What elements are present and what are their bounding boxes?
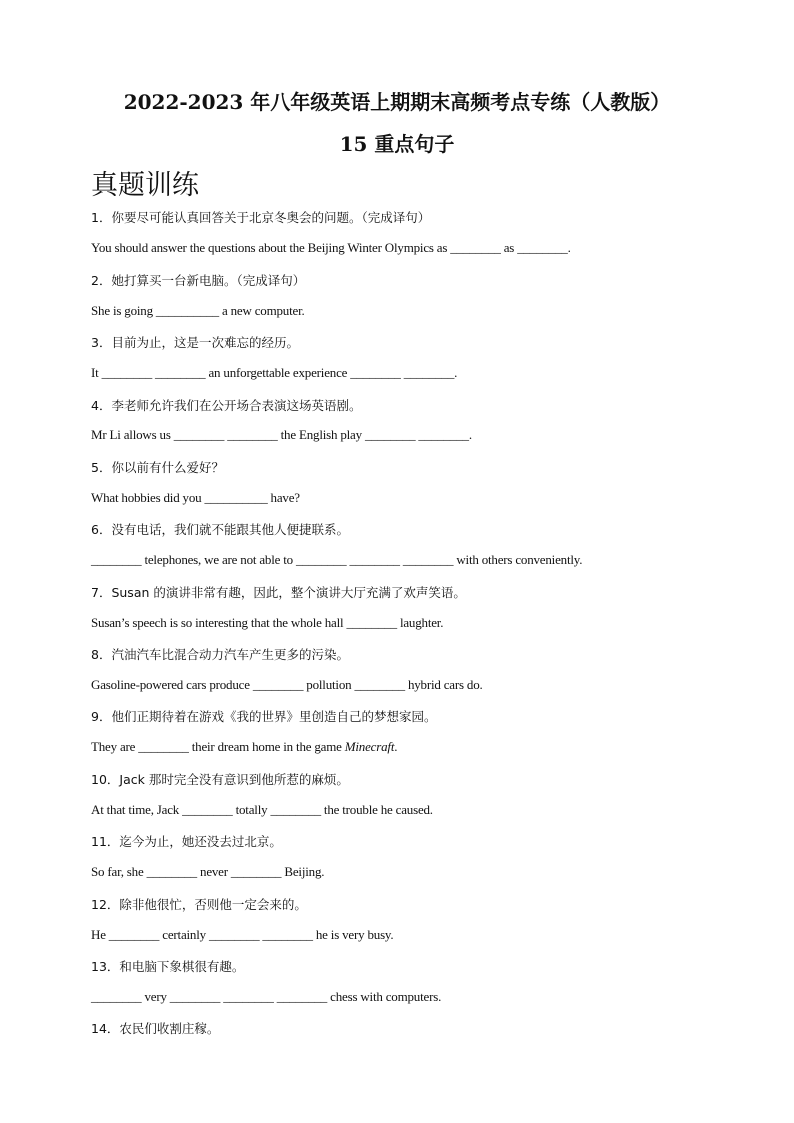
- section-heading: 真题训练: [91, 170, 199, 201]
- question-answer-9: [91, 739, 397, 755]
- game-title: Minecraft: [344, 739, 395, 754]
- question-prompt-13: 13．和电脑下象棋很有趣。: [91, 959, 245, 974]
- question-answer-1: You should answer the questions about the Beijing Winter Olympics as ________ as ________.: [91, 240, 571, 255]
- question-answer-4: Mr Li allows us ________ ________ the English play ________ ________.: [91, 427, 472, 442]
- question-answer-8: Gasoline-powered cars produce ________ pollution ________ hybrid cars do.: [91, 677, 483, 692]
- question-prompt-3: 3．目前为止，这是一次难忘的经历。: [91, 335, 299, 350]
- question-prompt-11: 11．迄今为止，她还没去过北京。: [91, 834, 282, 849]
- question-prompt-14: 14．农民们收割庄稼。: [91, 1021, 220, 1036]
- answer-9-end: .: [394, 739, 398, 754]
- question-prompt-8: 8．汽油汽车比混合动力汽车产生更多的污染。: [91, 647, 349, 662]
- question-answer-2: She is going __________ a new computer.: [91, 303, 305, 318]
- question-answer-7: Susan’s speech is so interesting that the whole hall ________ laughter.: [91, 615, 444, 630]
- question-prompt-6: 6．没有电话，我们就不能跟其他人便捷联系。: [91, 522, 349, 537]
- question-prompt-7: 7．Susan 的演讲非常有趣，因此，整个演讲大厅充满了欢声笑语。: [91, 585, 466, 600]
- question-prompt-2: 2．她打算买一台新电脑。（完成译句）: [91, 273, 306, 288]
- question-answer-13: ________ very ________ ________ ________ chess with computers.: [91, 989, 442, 1004]
- question-prompt-10: 10．Jack 那时完全没有意识到他所惹的麻烦。: [91, 772, 349, 787]
- question-prompt-12: 12．除非他很忙，否则他一定会来的。: [91, 897, 307, 912]
- question-answer-5: What hobbies did you __________ have?: [91, 490, 300, 505]
- question-prompt-1: 1．你要尽可能认真回答关于北京冬奥会的问题。（完成译句）: [91, 210, 431, 225]
- question-answer-12: He ________ certainly ________ ________ he is very busy.: [91, 927, 394, 942]
- document-title: 2022-2023 年八年级英语上期期末高频考点专练（人教版）: [123, 90, 671, 114]
- question-prompt-5: 5．你以前有什么爱好？: [91, 460, 224, 475]
- question-answer-10: At that time, Jack ________ totally ________ the trouble he caused.: [91, 802, 433, 817]
- document-subtitle: 15 重点句子: [339, 132, 455, 156]
- question-answer-11: So far, she ________ never ________ Beijing.: [91, 864, 325, 879]
- question-prompt-9: 9．他们正期待着在游戏《我的世界》里创造自己的梦想家园。: [91, 709, 437, 724]
- question-answer-3: It ________ ________ an unforgettable experience ________ ________.: [91, 365, 458, 380]
- question-answer-6: ________ telephones, we are not able to ________ ________ ________ with others conveniently.: [91, 552, 583, 567]
- question-prompt-4: 4．李老师允许我们在公开场合表演这场英语剧。: [91, 398, 362, 413]
- answer-9-text: They are ________ their dream home in the game: [91, 739, 345, 754]
